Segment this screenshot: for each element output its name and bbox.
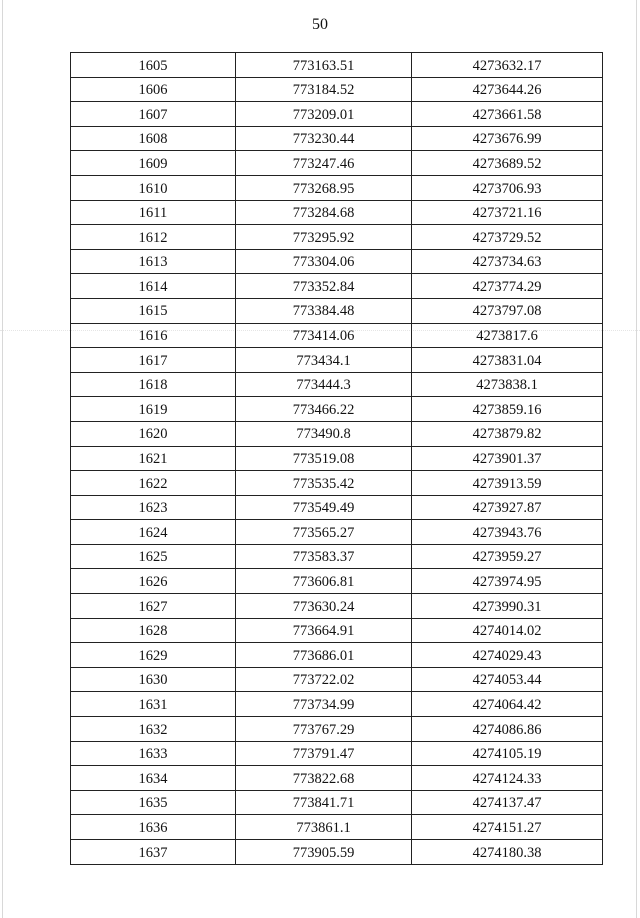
cell-text: 4273959.27	[472, 549, 542, 566]
y-coordinate-cell	[412, 594, 603, 619]
table-row	[71, 323, 603, 348]
x-coordinate-cell	[236, 569, 412, 594]
x-coordinate-cell	[236, 421, 412, 446]
cell-text: 773905.59	[292, 844, 355, 861]
table-row	[71, 643, 603, 668]
y-coordinate-cell	[412, 667, 603, 692]
x-coordinate-cell	[236, 126, 412, 151]
table-row	[71, 815, 603, 840]
y-coordinate-cell	[412, 77, 603, 102]
cell-text: 1605	[138, 57, 168, 74]
point-number-cell	[71, 667, 236, 692]
cell-text: 1620	[138, 426, 168, 443]
cell-text: 1614	[138, 278, 168, 295]
cell-text: 1615	[138, 303, 168, 320]
table-row	[71, 372, 603, 397]
x-coordinate-cell	[236, 225, 412, 250]
y-coordinate-cell	[412, 790, 603, 815]
page-number: 50	[312, 16, 328, 33]
cell-text: 773686.01	[292, 647, 355, 664]
x-coordinate-cell	[236, 717, 412, 742]
point-number-cell	[71, 446, 236, 471]
cell-text: 4273729.52	[472, 229, 542, 246]
table-row	[71, 274, 603, 299]
x-coordinate-cell	[236, 471, 412, 496]
y-coordinate-cell	[412, 53, 603, 78]
cell-text: 1634	[138, 770, 168, 787]
table-row	[71, 790, 603, 815]
table-row	[71, 77, 603, 102]
cell-text: 773535.42	[292, 475, 355, 492]
cell-text: 4273676.99	[472, 131, 542, 148]
y-coordinate-cell	[412, 200, 603, 225]
y-coordinate-cell	[412, 348, 603, 373]
x-coordinate-cell	[236, 766, 412, 791]
x-coordinate-cell	[236, 815, 412, 840]
cell-text: 4273689.52	[472, 155, 542, 172]
x-coordinate-cell	[236, 594, 412, 619]
y-coordinate-cell	[412, 815, 603, 840]
y-coordinate-cell	[412, 741, 603, 766]
x-coordinate-cell	[236, 372, 412, 397]
cell-text: 4273774.29	[472, 278, 542, 295]
cell-text: 1636	[138, 819, 168, 836]
cell-text: 1616	[138, 328, 168, 345]
cell-text: 4273632.17	[472, 57, 542, 74]
point-number-cell	[71, 126, 236, 151]
cell-text: 4273721.16	[472, 205, 542, 222]
cell-text: 1608	[138, 131, 168, 148]
point-number-cell	[71, 692, 236, 717]
x-coordinate-cell	[236, 175, 412, 200]
y-coordinate-cell	[412, 126, 603, 151]
cell-text: 1611	[138, 205, 168, 222]
cell-text: 1606	[138, 82, 168, 99]
table-row	[71, 446, 603, 471]
cell-text: 4273974.95	[472, 574, 542, 591]
cell-text: 4273901.37	[472, 451, 542, 468]
cell-text: 4273859.16	[472, 401, 542, 418]
point-number-cell	[71, 840, 236, 865]
x-coordinate-cell	[236, 446, 412, 471]
cell-text: 4273797.08	[472, 303, 542, 320]
point-number-cell	[71, 594, 236, 619]
x-coordinate-cell	[236, 741, 412, 766]
y-coordinate-cell	[412, 766, 603, 791]
y-coordinate-cell	[412, 520, 603, 545]
table-row	[71, 495, 603, 520]
cell-text: 773822.68	[292, 770, 355, 787]
x-coordinate-cell	[236, 840, 412, 865]
table-row	[71, 102, 603, 127]
point-number-cell	[71, 151, 236, 176]
cell-text: 773490.8	[296, 426, 351, 443]
table-row	[71, 520, 603, 545]
cell-text: 4273661.58	[472, 106, 542, 123]
y-coordinate-cell	[412, 102, 603, 127]
table-row	[71, 717, 603, 742]
cell-text: 773163.51	[292, 57, 355, 74]
cell-text: 773519.08	[292, 451, 355, 468]
y-coordinate-cell	[412, 495, 603, 520]
x-coordinate-cell	[236, 643, 412, 668]
cell-text: 773767.29	[292, 721, 355, 738]
point-number-cell	[71, 298, 236, 323]
y-coordinate-cell	[412, 446, 603, 471]
point-number-cell	[71, 741, 236, 766]
point-number-cell	[71, 348, 236, 373]
cell-text: 1637	[138, 844, 168, 861]
table-row	[71, 53, 603, 78]
scan-edge-left	[2, 0, 3, 918]
cell-text: 4274029.43	[472, 647, 542, 664]
y-coordinate-cell	[412, 274, 603, 299]
y-coordinate-cell	[412, 151, 603, 176]
point-number-cell	[71, 200, 236, 225]
cell-text: 773230.44	[292, 131, 355, 148]
x-coordinate-cell	[236, 348, 412, 373]
y-coordinate-cell	[412, 544, 603, 569]
point-number-cell	[71, 53, 236, 78]
table-row	[71, 766, 603, 791]
table-row	[71, 667, 603, 692]
cell-text: 4273734.63	[472, 254, 542, 271]
cell-text: 4274105.19	[472, 746, 542, 763]
point-number-cell	[71, 175, 236, 200]
table-row	[71, 594, 603, 619]
y-coordinate-cell	[412, 421, 603, 446]
y-coordinate-cell	[412, 618, 603, 643]
cell-text: 773791.47	[292, 746, 355, 763]
x-coordinate-cell	[236, 692, 412, 717]
cell-text: 1618	[138, 377, 168, 394]
cell-text: 4273990.31	[472, 598, 542, 615]
cell-text: 773268.95	[292, 180, 355, 197]
cell-text: 1631	[138, 696, 168, 713]
y-coordinate-cell	[412, 692, 603, 717]
cell-text: 773304.06	[292, 254, 355, 271]
point-number-cell	[71, 544, 236, 569]
table-row	[71, 126, 603, 151]
cell-text: 773466.22	[292, 401, 355, 418]
table-row	[71, 471, 603, 496]
cell-text: 1626	[138, 574, 168, 591]
cell-text: 1613	[138, 254, 168, 271]
y-coordinate-cell	[412, 717, 603, 742]
table-row	[71, 421, 603, 446]
cell-text: 1622	[138, 475, 168, 492]
point-number-cell	[71, 372, 236, 397]
cell-text: 4274137.47	[472, 795, 542, 812]
cell-text: 4273927.87	[472, 500, 542, 517]
cell-text: 773722.02	[292, 672, 355, 689]
x-coordinate-cell	[236, 667, 412, 692]
cell-text: 1632	[138, 721, 168, 738]
cell-text: 773414.06	[292, 328, 355, 345]
point-number-cell	[71, 77, 236, 102]
table-row	[71, 151, 603, 176]
x-coordinate-cell	[236, 200, 412, 225]
cell-text: 4273838.1	[476, 377, 538, 394]
cell-text: 4273706.93	[472, 180, 542, 197]
cell-text: 1623	[138, 500, 168, 517]
x-coordinate-cell	[236, 77, 412, 102]
cell-text: 773606.81	[292, 574, 355, 591]
cell-text: 773184.52	[292, 82, 355, 99]
table-row	[71, 618, 603, 643]
cell-text: 773284.68	[292, 205, 355, 222]
cell-text: 773434.1	[296, 352, 351, 369]
cell-text: 773734.99	[292, 696, 355, 713]
y-coordinate-cell	[412, 840, 603, 865]
x-coordinate-cell	[236, 323, 412, 348]
x-coordinate-cell	[236, 618, 412, 643]
cell-text: 1612	[138, 229, 168, 246]
table-row	[71, 840, 603, 865]
x-coordinate-cell	[236, 102, 412, 127]
cell-text: 773841.71	[292, 795, 355, 812]
cell-text: 773247.46	[292, 155, 355, 172]
cell-text: 773549.49	[292, 500, 355, 517]
x-coordinate-cell	[236, 249, 412, 274]
x-coordinate-cell	[236, 520, 412, 545]
cell-text: 1625	[138, 549, 168, 566]
cell-text: 1627	[138, 598, 168, 615]
y-coordinate-cell	[412, 569, 603, 594]
cell-text: 1633	[138, 746, 168, 763]
y-coordinate-cell	[412, 225, 603, 250]
table-row	[71, 175, 603, 200]
cell-text: 773209.01	[292, 106, 355, 123]
y-coordinate-cell	[412, 323, 603, 348]
x-coordinate-cell	[236, 397, 412, 422]
point-number-cell	[71, 274, 236, 299]
cell-text: 773583.37	[292, 549, 355, 566]
cell-text: 1635	[138, 795, 168, 812]
scan-edge-right	[636, 0, 637, 918]
x-coordinate-cell	[236, 151, 412, 176]
cell-text: 773384.48	[292, 303, 355, 320]
point-number-cell	[71, 397, 236, 422]
cell-text: 1629	[138, 647, 168, 664]
x-coordinate-cell	[236, 274, 412, 299]
x-coordinate-cell	[236, 790, 412, 815]
point-number-cell	[71, 790, 236, 815]
cell-text: 4274053.44	[472, 672, 542, 689]
y-coordinate-cell	[412, 471, 603, 496]
point-number-cell	[71, 323, 236, 348]
point-number-cell	[71, 643, 236, 668]
table-row	[71, 249, 603, 274]
cell-text: 1619	[138, 401, 168, 418]
cell-text: 1610	[138, 180, 168, 197]
point-number-cell	[71, 717, 236, 742]
point-number-cell	[71, 102, 236, 127]
cell-text: 773352.84	[292, 278, 355, 295]
y-coordinate-cell	[412, 249, 603, 274]
point-number-cell	[71, 495, 236, 520]
cell-text: 4273913.59	[472, 475, 542, 492]
cell-text: 1621	[138, 451, 168, 468]
cell-text: 4273943.76	[472, 524, 542, 541]
y-coordinate-cell	[412, 298, 603, 323]
cell-text: 1630	[138, 672, 168, 689]
point-number-cell	[71, 225, 236, 250]
x-coordinate-cell	[236, 298, 412, 323]
table-row	[71, 298, 603, 323]
point-number-cell	[71, 618, 236, 643]
cell-text: 773861.1	[296, 819, 351, 836]
point-number-cell	[71, 569, 236, 594]
point-number-cell	[71, 471, 236, 496]
y-coordinate-cell	[412, 175, 603, 200]
cell-text: 4274180.38	[472, 844, 542, 861]
point-number-cell	[71, 766, 236, 791]
cell-text: 1617	[138, 352, 168, 369]
table-row	[71, 200, 603, 225]
table-row	[71, 348, 603, 373]
cell-text: 773664.91	[292, 623, 355, 640]
table-row	[71, 544, 603, 569]
cell-text: 4274086.86	[472, 721, 542, 738]
x-coordinate-cell	[236, 544, 412, 569]
cell-text: 4273831.04	[472, 352, 542, 369]
x-coordinate-cell	[236, 495, 412, 520]
table-row	[71, 225, 603, 250]
cell-text: 1628	[138, 623, 168, 640]
cell-text: 773295.92	[292, 229, 355, 246]
table-row	[71, 397, 603, 422]
cell-text: 1609	[138, 155, 168, 172]
y-coordinate-cell	[412, 397, 603, 422]
cell-text: 4273879.82	[472, 426, 542, 443]
point-number-cell	[71, 815, 236, 840]
y-coordinate-cell	[412, 643, 603, 668]
cell-text: 4274064.42	[472, 696, 542, 713]
point-number-cell	[71, 249, 236, 274]
x-coordinate-cell	[236, 53, 412, 78]
cell-text: 4273644.26	[472, 82, 542, 99]
cell-text: 4274014.02	[472, 623, 542, 640]
coordinates-table-body	[71, 53, 603, 865]
cell-text: 1624	[138, 524, 168, 541]
point-number-cell	[71, 421, 236, 446]
table-row	[71, 569, 603, 594]
point-number-cell	[71, 520, 236, 545]
cell-text: 4273817.6	[476, 328, 538, 345]
cell-text: 4274124.33	[472, 770, 542, 787]
cell-text: 773565.27	[292, 524, 355, 541]
table-row	[71, 692, 603, 717]
table-row	[71, 741, 603, 766]
cell-text: 1607	[138, 106, 168, 123]
y-coordinate-cell	[412, 372, 603, 397]
cell-text: 4274151.27	[472, 819, 542, 836]
coordinates-table	[70, 52, 603, 865]
cell-text: 773630.24	[292, 598, 355, 615]
cell-text: 773444.3	[296, 377, 351, 394]
